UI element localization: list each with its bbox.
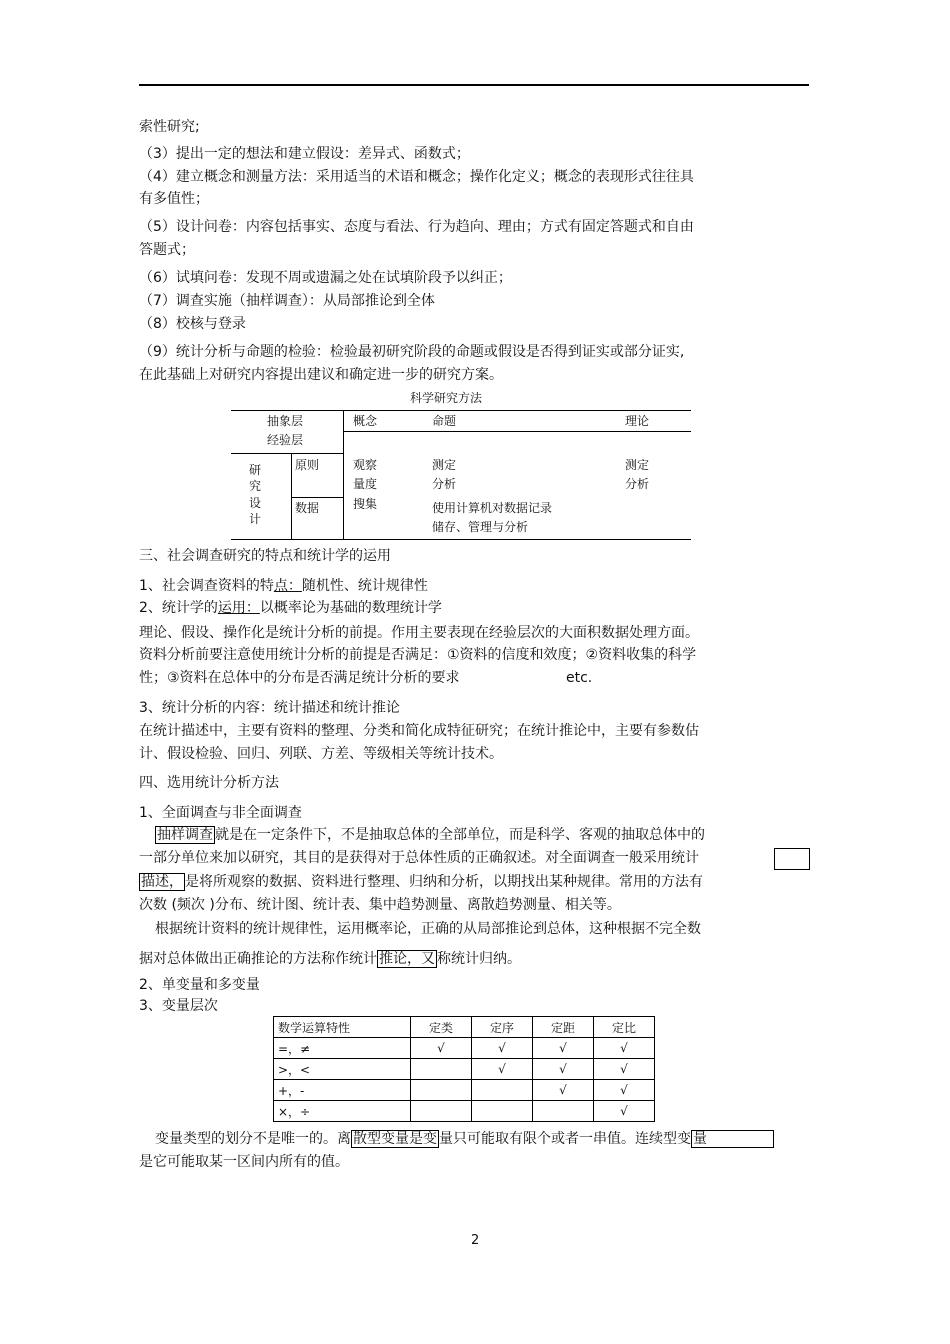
text-line: 描述， 是将所观察的数据、资料进行整理、归纳和分析，以期找出某种规律。常用的方法有 bbox=[141, 874, 703, 890]
section-heading: 三、社会调查研究的特点和统计学的运用 bbox=[139, 548, 391, 564]
proposition-header: 命题 bbox=[432, 414, 457, 428]
table-row bbox=[274, 1059, 655, 1080]
table-cell bbox=[411, 1080, 472, 1101]
text-line: 次数 (频次 )分布、统计图、统计表、集中趋势测量、离散趋势测量、相关等。 bbox=[139, 897, 621, 913]
proposition-item: 储存、管理与分析 bbox=[432, 520, 529, 534]
table-cell: =，≠ bbox=[274, 1038, 411, 1059]
table-cell bbox=[411, 1059, 472, 1080]
text-line: 3、统计分析的内容：统计描述和统计推论 bbox=[139, 700, 400, 716]
text-line: 根据统计资料的统计规律性，运用概率论，正确的从局部推论到总体，这种根据不完全数 bbox=[155, 921, 701, 937]
table-row bbox=[274, 1080, 655, 1101]
design-char: 研 bbox=[249, 463, 262, 477]
text-line: 有多值性； bbox=[139, 191, 209, 207]
text-line: （4）建立概念和测量方法：采用适当的术语和概念；操作化定义；概念的表现形式往往具 bbox=[139, 169, 694, 185]
research-method-table bbox=[231, 410, 691, 540]
keyword-box: 量 bbox=[691, 1130, 774, 1148]
table-header-row bbox=[274, 1017, 655, 1038]
text-line: 答题式； bbox=[139, 242, 195, 258]
principle-cell: 原则 bbox=[295, 458, 320, 472]
text-line: 1、社会调查资料的特点：随机性、统计规律性 bbox=[139, 578, 428, 594]
table-row bbox=[274, 1038, 655, 1059]
method-item: 观察 bbox=[353, 458, 378, 472]
design-char: 计 bbox=[249, 512, 262, 526]
etc-text: etc. bbox=[566, 670, 593, 686]
theory-header: 理论 bbox=[625, 414, 650, 428]
header-cell: 定距 bbox=[533, 1017, 594, 1038]
text-line: 理论、假设、操作化是统计分析的前提。作用主要表现在经验层次的大面积数据处理方面。 bbox=[139, 625, 699, 641]
text-line: 变量类型的划分不是唯一的。离 散型变量是变 量只可能取有限个或者一串值。连续型变 量 bbox=[155, 1129, 774, 1149]
subheading: 2、单变量和多变量 bbox=[139, 977, 260, 993]
top-rule bbox=[139, 84, 809, 86]
proposition-item: 使用计算机对数据记录 bbox=[432, 501, 553, 515]
text-line: 一部分单位来加以研究，其目的是获得对于总体性质的正确叙述。对全面调查一般采用统计 bbox=[139, 850, 699, 866]
text-line: （9）统计分析与命题的检验：检验最初研究阶段的命题或假设是否得到证实或部分证实, bbox=[139, 344, 685, 360]
table-cell bbox=[472, 1101, 533, 1122]
text-line: （7）调查实施（抽样调查）：从局部推论到全体 bbox=[139, 293, 435, 309]
header-cell: 数学运算特性 bbox=[274, 1017, 411, 1038]
keyword-box: 散型变量是变 bbox=[353, 1131, 437, 1147]
method-item: 搜集 bbox=[353, 497, 378, 511]
concept-header: 概念 bbox=[353, 414, 378, 428]
subheading: 1、全面调查与非全面调查 bbox=[139, 805, 302, 821]
keyword-box: 描述， bbox=[141, 874, 183, 890]
header-cell: 定序 bbox=[472, 1017, 533, 1038]
text-line: 在统计描述中，主要有资料的整理、分类和简化成特征研究；在统计推论中，主要有参数估 bbox=[139, 723, 699, 739]
text-line: 资料分析前要注意使用统计分析的前提是否满足：①资料的信度和效度；②资料收集的科学 bbox=[139, 647, 697, 663]
experience-layer: 经验层 bbox=[267, 433, 304, 447]
table-cell: √ bbox=[472, 1059, 533, 1080]
table-cell bbox=[533, 1101, 594, 1122]
design-char: 设 bbox=[249, 496, 262, 510]
text-line: 抽样调查 就是在一定条件下，不是抽取总体的全部单位，而是科学、客观的抽取总体中的 bbox=[157, 827, 705, 843]
table-cell: √ bbox=[472, 1038, 533, 1059]
table-cell: +，- bbox=[274, 1080, 411, 1101]
text-line: 计、假设检验、回归、列联、方差、等级相关等统计技术。 bbox=[139, 746, 503, 762]
table-cell: √ bbox=[533, 1080, 594, 1101]
table-cell: √ bbox=[533, 1059, 594, 1080]
table-cell: √ bbox=[594, 1080, 655, 1101]
table-cell: >，< bbox=[274, 1059, 411, 1080]
table-cell: √ bbox=[594, 1059, 655, 1080]
page-number: 2 bbox=[471, 1233, 480, 1248]
table-caption: 科学研究方法 bbox=[410, 391, 483, 405]
keyword-box: 抽样调查 bbox=[157, 827, 213, 843]
table-row bbox=[274, 1101, 655, 1122]
text-line: （8）校核与登录 bbox=[139, 316, 246, 332]
abstract-layer: 抽象层 bbox=[267, 414, 304, 428]
header-cell: 定类 bbox=[411, 1017, 472, 1038]
text-line: 2、统计学的运用：以概率论为基础的数理统计学 bbox=[139, 600, 442, 616]
theory-item: 测定 bbox=[625, 458, 650, 472]
text-line: 索性研究; bbox=[139, 119, 200, 135]
text-line: （6）试填问卷：发现不周或遗漏之处在试填阶段予以纠正； bbox=[139, 270, 512, 286]
text-line: 性；③资料在总体中的分布是否满足统计分析的要求 bbox=[139, 670, 460, 686]
text-line: 在此基础上对研究内容提出建议和确定进一步的研究方案。 bbox=[139, 367, 503, 383]
table-cell: √ bbox=[533, 1038, 594, 1059]
text-line: （3）提出一定的想法和建立假设：差异式、函数式； bbox=[139, 146, 470, 162]
proposition-item: 分析 bbox=[432, 477, 457, 491]
data-cell: 数据 bbox=[295, 501, 320, 515]
header-cell: 定比 bbox=[594, 1017, 655, 1038]
proposition-item: 测定 bbox=[432, 458, 457, 472]
text-line: 是它可能取某一区间内所有的值。 bbox=[139, 1154, 349, 1170]
annotation-box bbox=[774, 848, 810, 870]
method-item: 量度 bbox=[353, 477, 378, 491]
subheading: 3、变量层次 bbox=[139, 998, 218, 1014]
table-cell: √ bbox=[594, 1038, 655, 1059]
table-cell: √ bbox=[411, 1038, 472, 1059]
keyword-box: 推论，又 bbox=[379, 951, 435, 967]
variable-level-table bbox=[273, 1016, 655, 1122]
text-line: （5）设计问卷：内容包括事实、态度与看法、行为趋向、理由；方式有固定答题式和自由 bbox=[139, 219, 694, 235]
design-char: 究 bbox=[249, 479, 262, 493]
theory-item: 分析 bbox=[625, 477, 650, 491]
table-cell bbox=[472, 1080, 533, 1101]
text-line: 据对总体做出正确推论的方法称作统计 推论，又 称统计归纳。 bbox=[139, 951, 521, 967]
table-cell: √ bbox=[594, 1101, 655, 1122]
section-heading: 四、选用统计分析方法 bbox=[139, 775, 279, 791]
table-cell: ×，÷ bbox=[274, 1101, 411, 1122]
table-cell bbox=[411, 1101, 472, 1122]
